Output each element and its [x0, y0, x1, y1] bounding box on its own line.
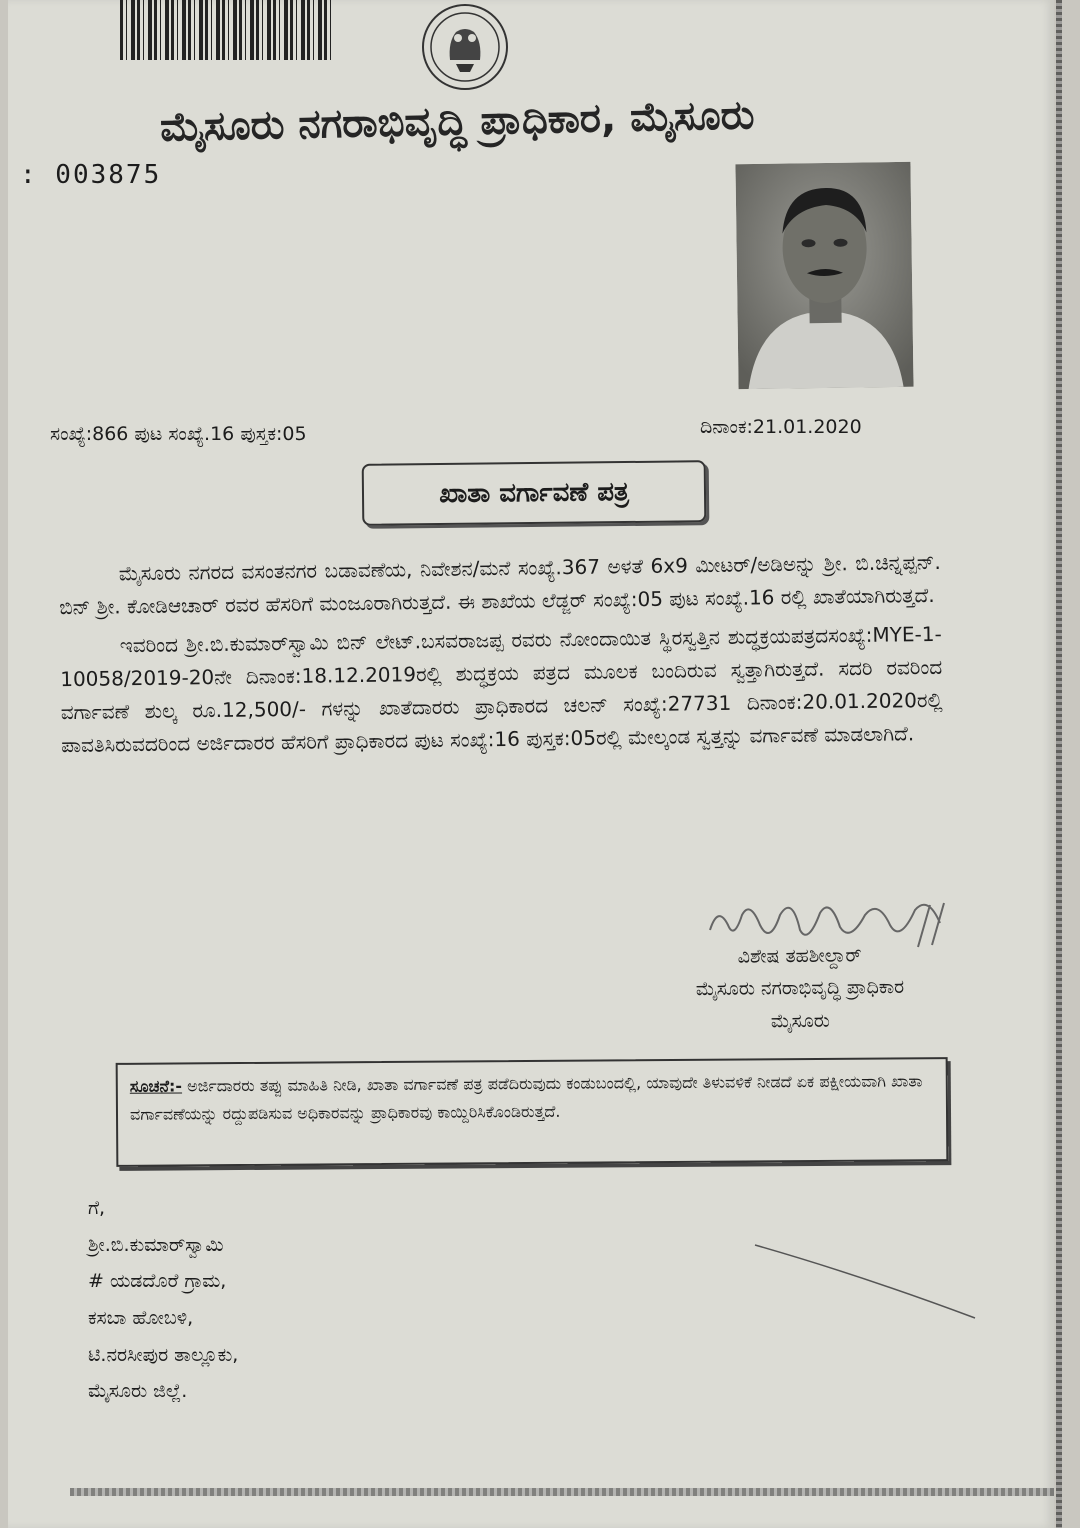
notice-box: [116, 1057, 949, 1167]
organization-name: ಮೈಸೂರು ನಗರಾಭಿವೃದ್ಧಿ ಪ್ರಾಧಿಕಾರ, ಮೈಸೂರು: [159, 92, 755, 151]
address-line-3: ಟಿ.ನರಸೀಪುರ ತಾಲ್ಲೂಕು,: [88, 1343, 239, 1366]
body-text: [59, 546, 944, 768]
reference-number: ಸಂಖ್ಯೆ:866 ಪುಟ ಸಂಖ್ಯೆ.16 ಪುಸ್ತಕ:05: [50, 423, 307, 445]
body-paragraph-1: ಮೈಸೂರು ನಗರದ ವಸಂತನಗರ ಬಡಾವಣೆಯ, ನಿವೇಶನ/ಮನೆ ಸಂಖ್ಯೆ.367 ಅಳತೆ 6x9 ಮೀಟರ್/ಅಡಿಅನ್ನು ಶ್ರೀ. ಬಿ.ಚಿನ್ನಪ್ಪನ್. ಬಿನ್ ಶ್ರೀ. ಕೋಡಿಆಚಾರ್ ರವರ ಹೆಸರಿಗೆ ಮಂಜೂರಾಗಿರುತ್ತದೆ. ಈ ಶಾಖೆಯ ಲೆಡ್ಜರ್ ಸಂಖ್ಯೆ:05 ಪುಟ ಸಂಖ್ಯೆ.16 ರಲ್ಲಿ ಖಾತೆಯಾಗಿರುತ್ತದೆ.: [59, 549, 941, 620]
signature-block: [640, 938, 961, 1038]
signatory-authority: ಮೈಸೂರು ನಗರಾಭಿವೃದ್ಧಿ ಪ್ರಾಧಿಕಾರ: [695, 976, 905, 1001]
signatory-designation: ವಿಶೇಷ ತಹಶೀಲ್ದಾರ್: [737, 944, 862, 968]
serial-number: : 003875: [20, 160, 162, 190]
recipient-name: ಶ್ರೀ.ಬಿ.ಕುಮಾರ್‌ಸ್ವಾಮಿ: [88, 1233, 224, 1256]
address-line-2: ಕಸಬಾ ಹೋಬಳಿ,: [88, 1306, 194, 1329]
pen-stroke: [750, 1240, 980, 1320]
page-edge-bottom: [70, 1488, 1054, 1496]
page-edge-right: [1056, 0, 1062, 1528]
signatory-place: ಮೈಸೂರು: [770, 1009, 830, 1032]
recipient-address: [88, 1190, 238, 1410]
notice-label: ಸೂಚನೆ:-: [129, 1076, 183, 1096]
body-paragraph-2: ಇವರಿಂದ ಶ್ರೀ.ಬಿ.ಕುಮಾರ್‌ಸ್ವಾಮಿ ಬಿನ್ ಲೇಟ್.ಬಸವರಾಜಪ್ಪ ರವರು ನೋಂದಾಯಿತ ಸ್ಥಿರಸ್ವತ್ತಿನ ಶುದ್ಧಕ್ರಯಪತ್ರದಸಂಖ್ಯೆ:MYE-1-10058/2019-20ನೇ ದಿನಾಂಕ:18.12.2019ರಲ್ಲಿ ಶುದ್ಧಕ್ರಯ ಪತ್ರದ ಮೂಲಕ ಬಂದಿರುವ ಸ್ವತ್ತಾಗಿರುತ್ತದೆ. ಸದರಿ ರವರಿಂದ ವರ್ಗಾವಣೆ ಶುಲ್ಕ ರೂ.12,500/- ಗಳನ್ನು ಖಾತೆದಾರರು ಪ್ರಾಧಿಕಾರದ ಚಲನ್ ಸಂಖ್ಯೆ:27731 ದಿನಾಂಕ:20.01.2020ರಲ್ಲಿ ಪಾವತಿಸಿರುವದರಿಂದ ಅರ್ಜಿದಾರರ ಹೆಸರಿಗೆ ಪ್ರಾಧಿಕಾರದ ಪುಟ ಸಂಖ್ಯೆ:16 ಪುಸ್ತಕ:05ರಲ್ಲಿ ಮೇಲ್ಕಂಡ ಸ್ವತ್ತನ್ನು ವರ್ಗಾವಣೆ ಮಾಡಲಾಗಿದೆ.: [60, 621, 943, 758]
address-line-1: # ಯಡದೊರೆ ಗ್ರಾಮ,: [88, 1270, 227, 1293]
seal-emblem-icon: [420, 2, 510, 92]
notice-text: ಅರ್ಜಿದಾರರು ತಪ್ಪು ಮಾಹಿತಿ ನೀಡಿ, ಖಾತಾ ವರ್ಗಾವಣೆ ಪತ್ರ ಪಡೆದಿರುವುದು ಕಂಡುಬಂದಲ್ಲಿ, ಯಾವುದೇ ತಿಳುವಳಿಕೆ ನೀಡದೆ ಏಕ ಪಕ್ಷೀಯವಾಗಿ ಖಾತಾ ವರ್ಗಾವಣೆಯನ್ನು ರದ್ದುಪಡಿಸುವ ಅಧಿಕಾರವನ್ನು ಪ್ರಾಧಿಕಾರವು ಕಾಯ್ದಿರಿಸಿಕೊಂಡಿರುತ್ತದೆ.: [129, 1071, 923, 1124]
address-line-4: ಮೈಸೂರು ಜಿಲ್ಲೆ.: [88, 1380, 188, 1403]
document-title: ಖಾತಾ ವರ್ಗಾವಣೆ ಪತ್ರ: [362, 460, 707, 526]
issue-date: ದಿನಾಂಕ:21.01.2020: [700, 416, 862, 438]
barcode: [120, 0, 335, 60]
applicant-photo: [735, 162, 913, 389]
address-to: ಗೆ,: [88, 1197, 106, 1219]
